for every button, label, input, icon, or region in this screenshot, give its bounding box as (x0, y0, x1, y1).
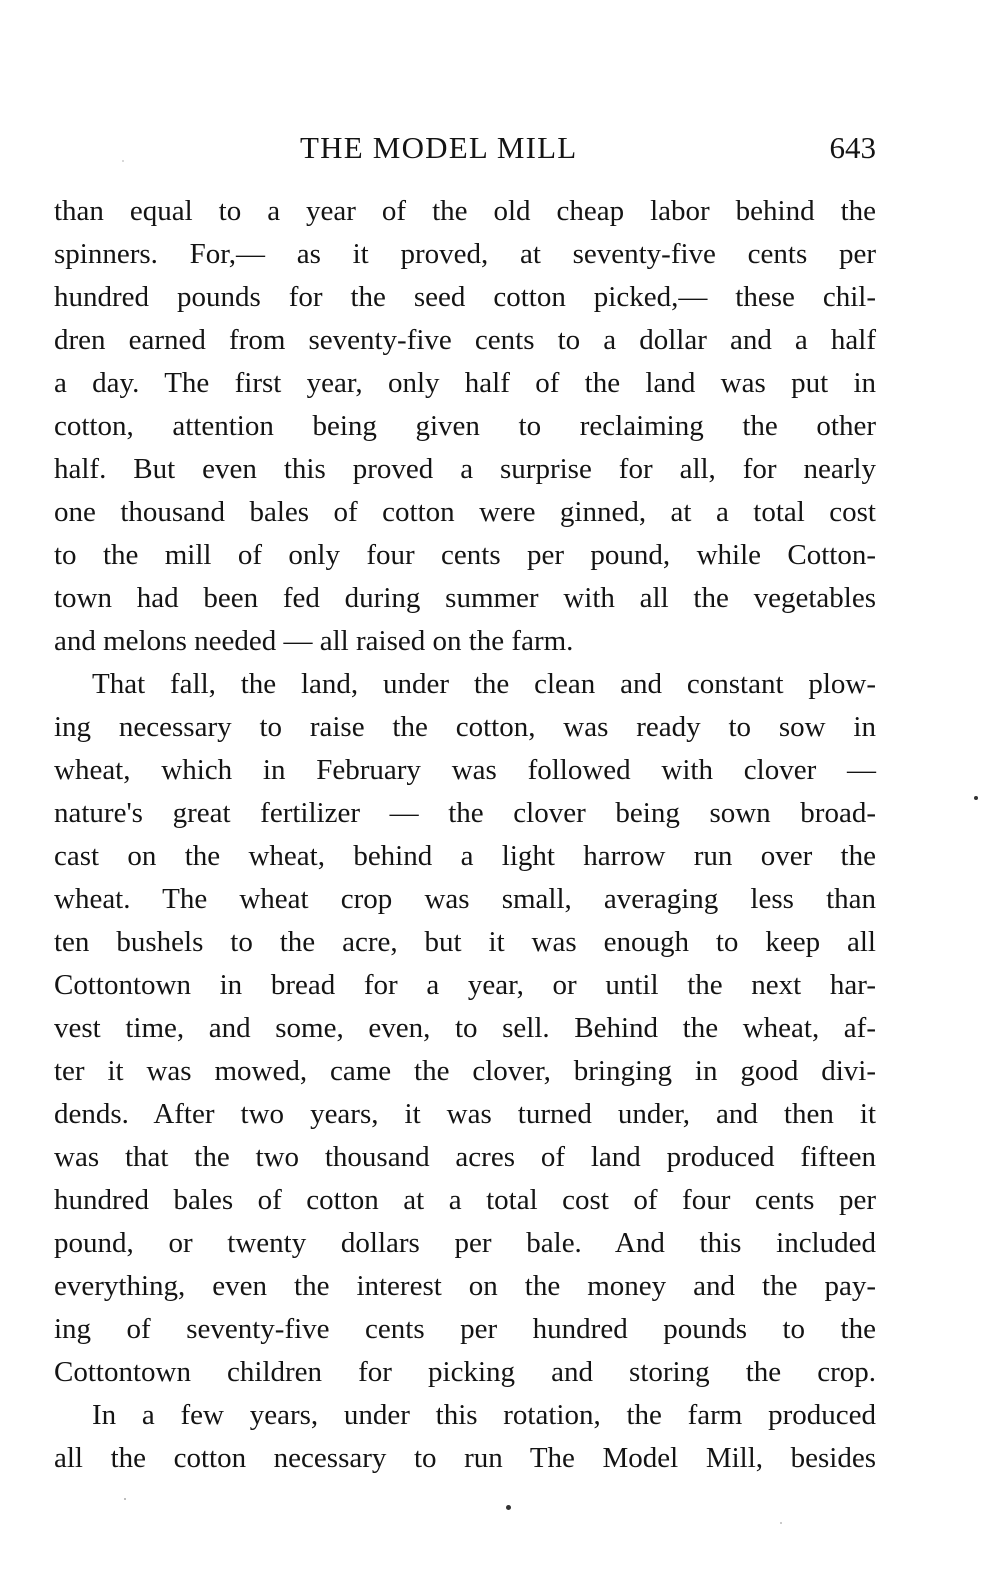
text-line: a day. The first year, only half of the land was put in (54, 367, 876, 399)
text-line: cast on the wheat, behind a light harrow run over the (54, 840, 876, 872)
text-line: nature's great fertilizer — the clover being sown broad- (54, 797, 876, 829)
text-line: and melons needed — all raised on the farm. (54, 625, 574, 657)
text-line: ten bushels to the acre, but it was enough to keep all (54, 926, 876, 958)
scan-speck (124, 1498, 126, 1500)
text-line: cotton, attention being given to reclaiming the other (54, 410, 876, 442)
scan-speck (122, 160, 124, 162)
body-text (54, 190, 876, 1480)
page-number: 643 (829, 130, 876, 165)
text-line: ter it was mowed, came the clover, bringing in good divi- (54, 1055, 876, 1087)
text-line: dends. After two years, it was turned under, and then it (54, 1098, 876, 1130)
text-line: Cottontown in bread for a year, or until the next har- (54, 969, 876, 1001)
text-line: Cottontown children for picking and storing the crop. (54, 1356, 876, 1388)
text-line: That fall, the land, under the clean and constant plow- (92, 668, 876, 700)
paragraph-1 (54, 190, 876, 663)
text-line: vest time, and some, even, to sell. Behind the wheat, af- (54, 1012, 876, 1044)
text-line: In a few years, under this rotation, the farm produced (92, 1399, 876, 1431)
scan-speck (974, 796, 978, 800)
running-title: THE MODEL MILL (300, 130, 578, 165)
scan-speck (506, 1505, 511, 1510)
text-line: ing necessary to raise the cotton, was ready to sow in (54, 711, 876, 743)
paragraph-3 (54, 1394, 876, 1480)
text-line: hundred pounds for the seed cotton picked,— these chil- (54, 281, 876, 313)
text-line: town had been fed during summer with all the vegetables (54, 582, 876, 614)
text-line: dren earned from seventy-five cents to a dollar and a half (54, 324, 876, 356)
text-line: to the mill of only four cents per pound, while Cotton- (54, 539, 876, 571)
text-line: wheat, which in February was followed with clover — (54, 754, 876, 786)
page-header (54, 128, 876, 172)
paragraph-2 (54, 663, 876, 1394)
text-line: spinners. For,— as it proved, at seventy-five cents per (54, 238, 876, 270)
text-line: ing of seventy-five cents per hundred pounds to the (54, 1313, 876, 1345)
text-line: one thousand bales of cotton were ginned, at a total cost (54, 496, 876, 528)
text-line: wheat. The wheat crop was small, averaging less than (54, 883, 876, 915)
scan-speck (780, 1522, 782, 1524)
text-line: was that the two thousand acres of land produced fifteen (54, 1141, 876, 1173)
text-line: half. But even this proved a surprise for all, for nearly (54, 453, 876, 485)
text-line: everything, even the interest on the money and the pay- (54, 1270, 876, 1302)
text-line: pound, or twenty dollars per bale. And this included (54, 1227, 876, 1259)
text-line: hundred bales of cotton at a total cost of four cents per (54, 1184, 876, 1216)
text-line: all the cotton necessary to run The Model Mill, besides (54, 1442, 876, 1474)
text-line: than equal to a year of the old cheap labor behind the (54, 195, 876, 227)
